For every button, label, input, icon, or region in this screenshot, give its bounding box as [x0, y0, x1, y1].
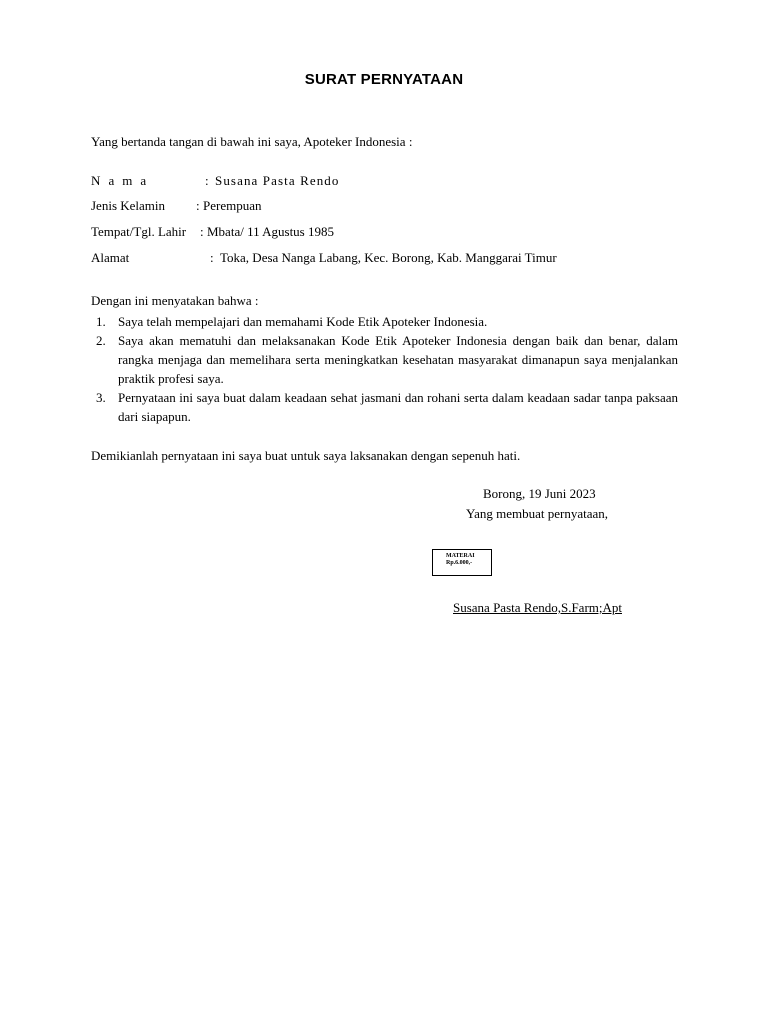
field-value-alamat: Toka, Desa Nanga Labang, Kec. Borong, Kab. Manggarai Timur	[220, 250, 557, 265]
field-label-tempat-tgl-lahir: Tempat/Tgl. Lahir	[91, 224, 187, 239]
maker-label: Yang membuat pernyataan,	[466, 506, 609, 521]
list-item	[91, 331, 678, 388]
field-separator-nama: :	[205, 173, 209, 188]
statement-intro: Dengan ini menyatakan bahwa :	[91, 293, 259, 308]
stamp-line-1: MATERAI	[446, 553, 475, 559]
list-item-number: 2.	[96, 333, 106, 348]
field-separator-tempat-tgl-lahir: :	[200, 224, 204, 239]
statement-list	[91, 312, 678, 426]
signer-name: Susana Pasta Rendo,S.Farm;Apt	[453, 600, 622, 615]
field-separator-jenis-kelamin: :	[196, 198, 200, 213]
stamp-box	[432, 549, 492, 576]
field-label-jenis-kelamin: Jenis Kelamin	[91, 198, 166, 213]
list-item-number: 3.	[96, 390, 106, 405]
list-item	[91, 388, 678, 426]
closing-text: Demikianlah pernyataan ini saya buat untuk saya laksanakan dengan sepenuh hati.	[91, 448, 521, 463]
field-separator-alamat: :	[210, 250, 214, 265]
list-item-text: Pernyataan ini saya buat dalam keadaan sehat jasmani dan rohani serta dalam keadaan sadar tanpa paksaan dari siapapun.	[118, 390, 678, 424]
list-item-number: 1.	[96, 314, 106, 329]
place-date: Borong, 19 Juni 2023	[483, 486, 596, 501]
list-item-text: Saya akan mematuhi dan melaksanakan Kode Etik Apoteker Indonesia dengan baik dan benar, dalam rangka menjaga dan memelihara serta meningkatkan kesehatan masyarakat dimanapun saya menjalankan praktik profesi saya.	[118, 333, 678, 386]
list-item-text: Saya telah mempelajari dan memahami Kode Etik Apoteker Indonesia.	[118, 314, 488, 329]
field-value-tempat-tgl-lahir: Mbata/ 11 Agustus 1985	[207, 224, 334, 239]
list-item	[91, 312, 678, 331]
field-label-alamat: Alamat	[91, 250, 130, 265]
intro-text: Yang bertanda tangan di bawah ini saya, Apoteker Indonesia :	[91, 134, 413, 149]
stamp-line-2: Rp.6.000,-	[446, 560, 473, 566]
document-title: SURAT PERNYATAAN	[304, 71, 464, 88]
field-value-nama: Susana Pasta Rendo	[215, 173, 340, 188]
field-value-jenis-kelamin: Perempuan	[203, 198, 262, 213]
field-label-nama: N a m a	[91, 173, 149, 188]
